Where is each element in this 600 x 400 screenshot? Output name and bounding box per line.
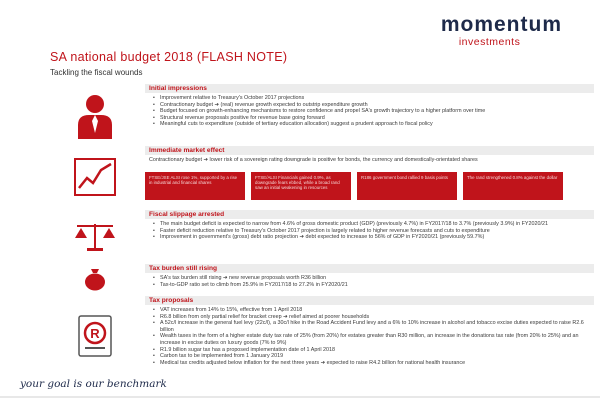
brand-tagline: your goal is our benchmark [20,378,167,390]
section-heading: Tax proposals [145,296,594,305]
list-item: ▪ Contractionary budget ➔ (real) revenue growth expected to outstrip expenditure growth [153,102,594,109]
page-subtitle: Tackling the fiscal wounds [50,68,143,77]
bullet-list [145,93,594,128]
list-item: ▪ The main budget deficit is expected to narrow from 4.6% of gross domestic product (GDP) (previously 4.7%) in FY2017/18 to 3.7% (previously 3.9%) in FY2020/21 [153,221,594,228]
section-fiscal-slippage [50,210,598,258]
list-item: ▪ Faster deficit reduction relative to Treasury's October 2017 projection is largely related to higher revenue forecasts and cuts to expenditure [153,228,594,235]
market-box: FTSE/JSE ALSI rose 1%, supported by a rise in industrial and financial shares [145,172,245,200]
list-item: ▪ VAT increases from 14% to 15%, effective from 1 April 2018 [153,307,594,314]
market-box: FTSE/ALSI Financials gained 0.9%, as downgrade fears ebbed, while a broad rand saw an initial weakening in resources [251,172,351,200]
section-tax-proposals [50,296,598,372]
list-item: ▪ R1.9 billion sugar tax has a proposed implementation date of 1 April 2018 [153,347,594,354]
list-item: ▪ Structural revenue proposals positive for revenue base going forward [153,115,594,122]
person-icon [50,88,140,144]
registered-tax-icon [50,306,140,366]
list-item: ▪ Medical tax credits adjusted below inflation for the next three years ➔ expected to raise R4.2 billion for national health insurance [153,360,594,367]
logo-sub: investments [458,36,521,48]
section-market-effect [50,146,598,204]
section-heading: Initial impressions [145,84,594,93]
list-item: ▪ Improvement in government's (gross) debt ratio projection ➔ debt expected to increase to 56% of GDP in FY2020/21 (previously 59.7%) [153,234,594,241]
list-item: ▪ Tax-to-GDP ratio set to climb from 25.9% in FY2017/18 to 27.2% in FY2020/21 [153,282,594,289]
list-item: ▪ R6.8 billion from only partial relief for bracket creep ➔ relief aimed at poorer households [153,314,594,321]
section-tax-burden [50,264,598,292]
list-item: ▪ Budget focused on growth-enhancing mechanisms to restore confidence and propel SA's growth trajectory to a higher platform over time [153,108,594,115]
money-bag-icon [50,264,140,292]
scales-icon [50,216,140,258]
list-item: ▪ Carbon tax to be implemented from 1 January 2019 [153,353,594,360]
list-item: ▪ Wealth taxes in the form of a higher estate duty tax rate of 25% (from 20%) for estates greater than R30 million, an increase in the donations tax rate (from 20% to 25%) and an increase in excise duties on luxury goods (7% to 9%) [153,333,594,346]
market-summary: Contractionary budget ➔ lower risk of a sovereign rating downgrade is positive for bonds, the currency and domestically-orientated shares [149,157,478,163]
list-item: ▪ Improvement relative to Treasury's October 2017 projections [153,95,594,102]
bullet-list [145,305,594,366]
bullet-list [145,273,594,288]
momentum-logo [441,14,562,48]
section-initial-impressions [50,84,598,144]
market-box: The rand strengthened 0.8% against the dollar [463,172,563,200]
bottom-divider [0,396,600,398]
list-item: ▪ Meaningful cuts to expenditure (outside of tertiary education allocation) suggest a prudent approach to fiscal policy [153,121,594,128]
logo-brand: momentum [440,13,562,36]
line-chart-icon [50,154,140,200]
bullet-list [145,219,594,241]
svg-text:R: R [90,326,100,341]
section-heading: Immediate market effect [145,146,594,155]
market-boxes [145,172,594,200]
section-heading: Fiscal slippage arrested [145,210,594,219]
list-item: ▪ A 52c/l increase in the general fuel levy (22c/l), a 30c/l hike in the Road Accident Fund levy and a 6% to 10% increase in alcohol and tobacco excise duties expected to raise R2.6 billion [153,320,594,333]
market-box: R186 government bond rallied 9 basis points [357,172,457,200]
section-heading: Tax burden still rising [145,264,594,273]
list-item: ▪ SA's tax burden still rising ➔ new revenue proposals worth R36 billion [153,275,594,282]
page-title: SA national budget 2018 (FLASH NOTE) [50,50,288,64]
